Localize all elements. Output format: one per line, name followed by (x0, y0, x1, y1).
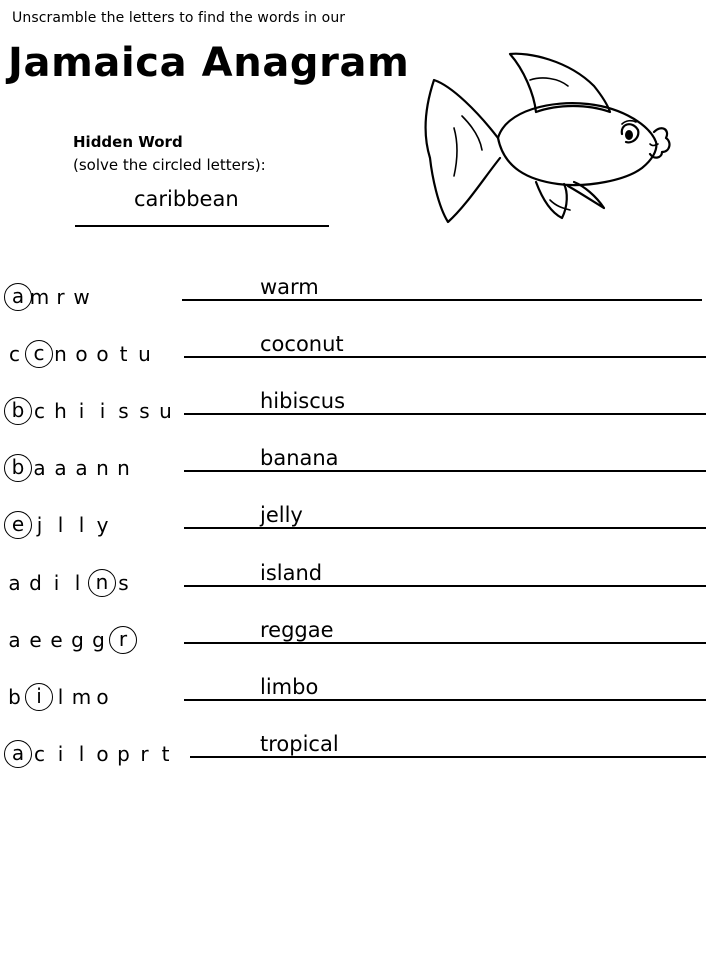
answer-line (184, 699, 706, 701)
letter: s (118, 571, 129, 595)
circled-letter: i (25, 683, 53, 711)
answer-line (184, 642, 706, 644)
answer-line (190, 756, 706, 758)
letter: a (54, 456, 67, 480)
scrambled-letters (4, 683, 113, 711)
letter: l (74, 571, 81, 595)
letter: c (34, 399, 45, 423)
hidden-word-answer: caribbean (134, 187, 239, 211)
anagram-row (0, 732, 718, 790)
letter: n (96, 456, 109, 480)
circled-letter: c (25, 340, 53, 368)
letter: m (71, 685, 92, 709)
letter: a (33, 456, 46, 480)
hidden-word-sublabel: (solve the circled letters): (73, 156, 266, 174)
letter: l (57, 685, 64, 709)
anagram-row (0, 275, 718, 333)
answer-line (184, 527, 706, 529)
circled-letter: a (4, 740, 32, 768)
hidden-word-label: Hidden Word (73, 133, 183, 151)
scrambled-letters (4, 283, 92, 311)
answer-line (184, 413, 706, 415)
letter: a (8, 571, 21, 595)
answer-line (184, 585, 706, 587)
letter: b (8, 685, 21, 709)
letter: h (54, 399, 67, 423)
letter: o (75, 342, 88, 366)
circled-letter: a (4, 283, 32, 311)
answer-text: banana (260, 446, 339, 470)
anagram-row (0, 618, 718, 676)
answer-text: island (260, 561, 323, 585)
anagram-row (0, 561, 718, 619)
letter: g (71, 628, 84, 652)
scrambled-letters (4, 340, 155, 368)
letter: c (9, 342, 20, 366)
scrambled-letters (4, 740, 176, 768)
anagram-row (0, 389, 718, 447)
answer-text: tropical (260, 732, 339, 756)
letter: a (75, 456, 88, 480)
letter: l (57, 513, 64, 537)
letter: i (57, 742, 64, 766)
answer-text: limbo (260, 675, 319, 699)
letter: s (118, 399, 129, 423)
answer-line (182, 299, 702, 301)
letter: j (36, 513, 43, 537)
circled-letter: n (88, 569, 116, 597)
circled-letter: r (109, 626, 137, 654)
fish-illustration (418, 46, 678, 241)
letter: w (73, 285, 90, 309)
answer-text: warm (260, 275, 319, 299)
letter: l (78, 742, 85, 766)
letter: e (29, 628, 42, 652)
letter: i (53, 571, 60, 595)
anagram-row (0, 675, 718, 733)
letter: n (117, 456, 130, 480)
scrambled-letters (4, 626, 134, 654)
letter: n (54, 342, 67, 366)
page-title: Jamaica Anagram (8, 40, 410, 86)
letter: c (34, 742, 45, 766)
letter: r (56, 285, 65, 309)
answer-text: coconut (260, 332, 344, 356)
scrambled-letters (4, 511, 113, 539)
letter: i (78, 399, 85, 423)
circled-letter: e (4, 511, 32, 539)
letter: r (140, 742, 149, 766)
letter: g (92, 628, 105, 652)
letter: m (29, 285, 50, 309)
letter: p (117, 742, 130, 766)
letter: u (138, 342, 151, 366)
letter: y (96, 513, 109, 537)
anagram-row (0, 446, 718, 504)
scrambled-letters (4, 397, 176, 425)
letter: a (8, 628, 21, 652)
answer-line (184, 470, 706, 472)
answer-text: reggae (260, 618, 334, 642)
circled-letter: b (4, 397, 32, 425)
letter: s (139, 399, 150, 423)
letter: o (96, 742, 109, 766)
letter: t (119, 342, 128, 366)
answer-text: hibiscus (260, 389, 346, 413)
anagram-row (0, 332, 718, 390)
letter: e (50, 628, 63, 652)
letter: o (96, 342, 109, 366)
instruction-text: Unscramble the letters to find the words in our (12, 10, 346, 26)
anagram-row (0, 503, 718, 561)
letter: d (29, 571, 42, 595)
scrambled-letters (4, 569, 134, 597)
letter: u (159, 399, 172, 423)
hidden-word-line (75, 225, 329, 227)
letter: l (78, 513, 85, 537)
answer-line (184, 356, 706, 358)
scrambled-letters (4, 454, 134, 482)
letter: o (96, 685, 109, 709)
answer-text: jelly (260, 503, 303, 527)
letter: i (99, 399, 106, 423)
letter: t (161, 742, 170, 766)
circled-letter: b (4, 454, 32, 482)
